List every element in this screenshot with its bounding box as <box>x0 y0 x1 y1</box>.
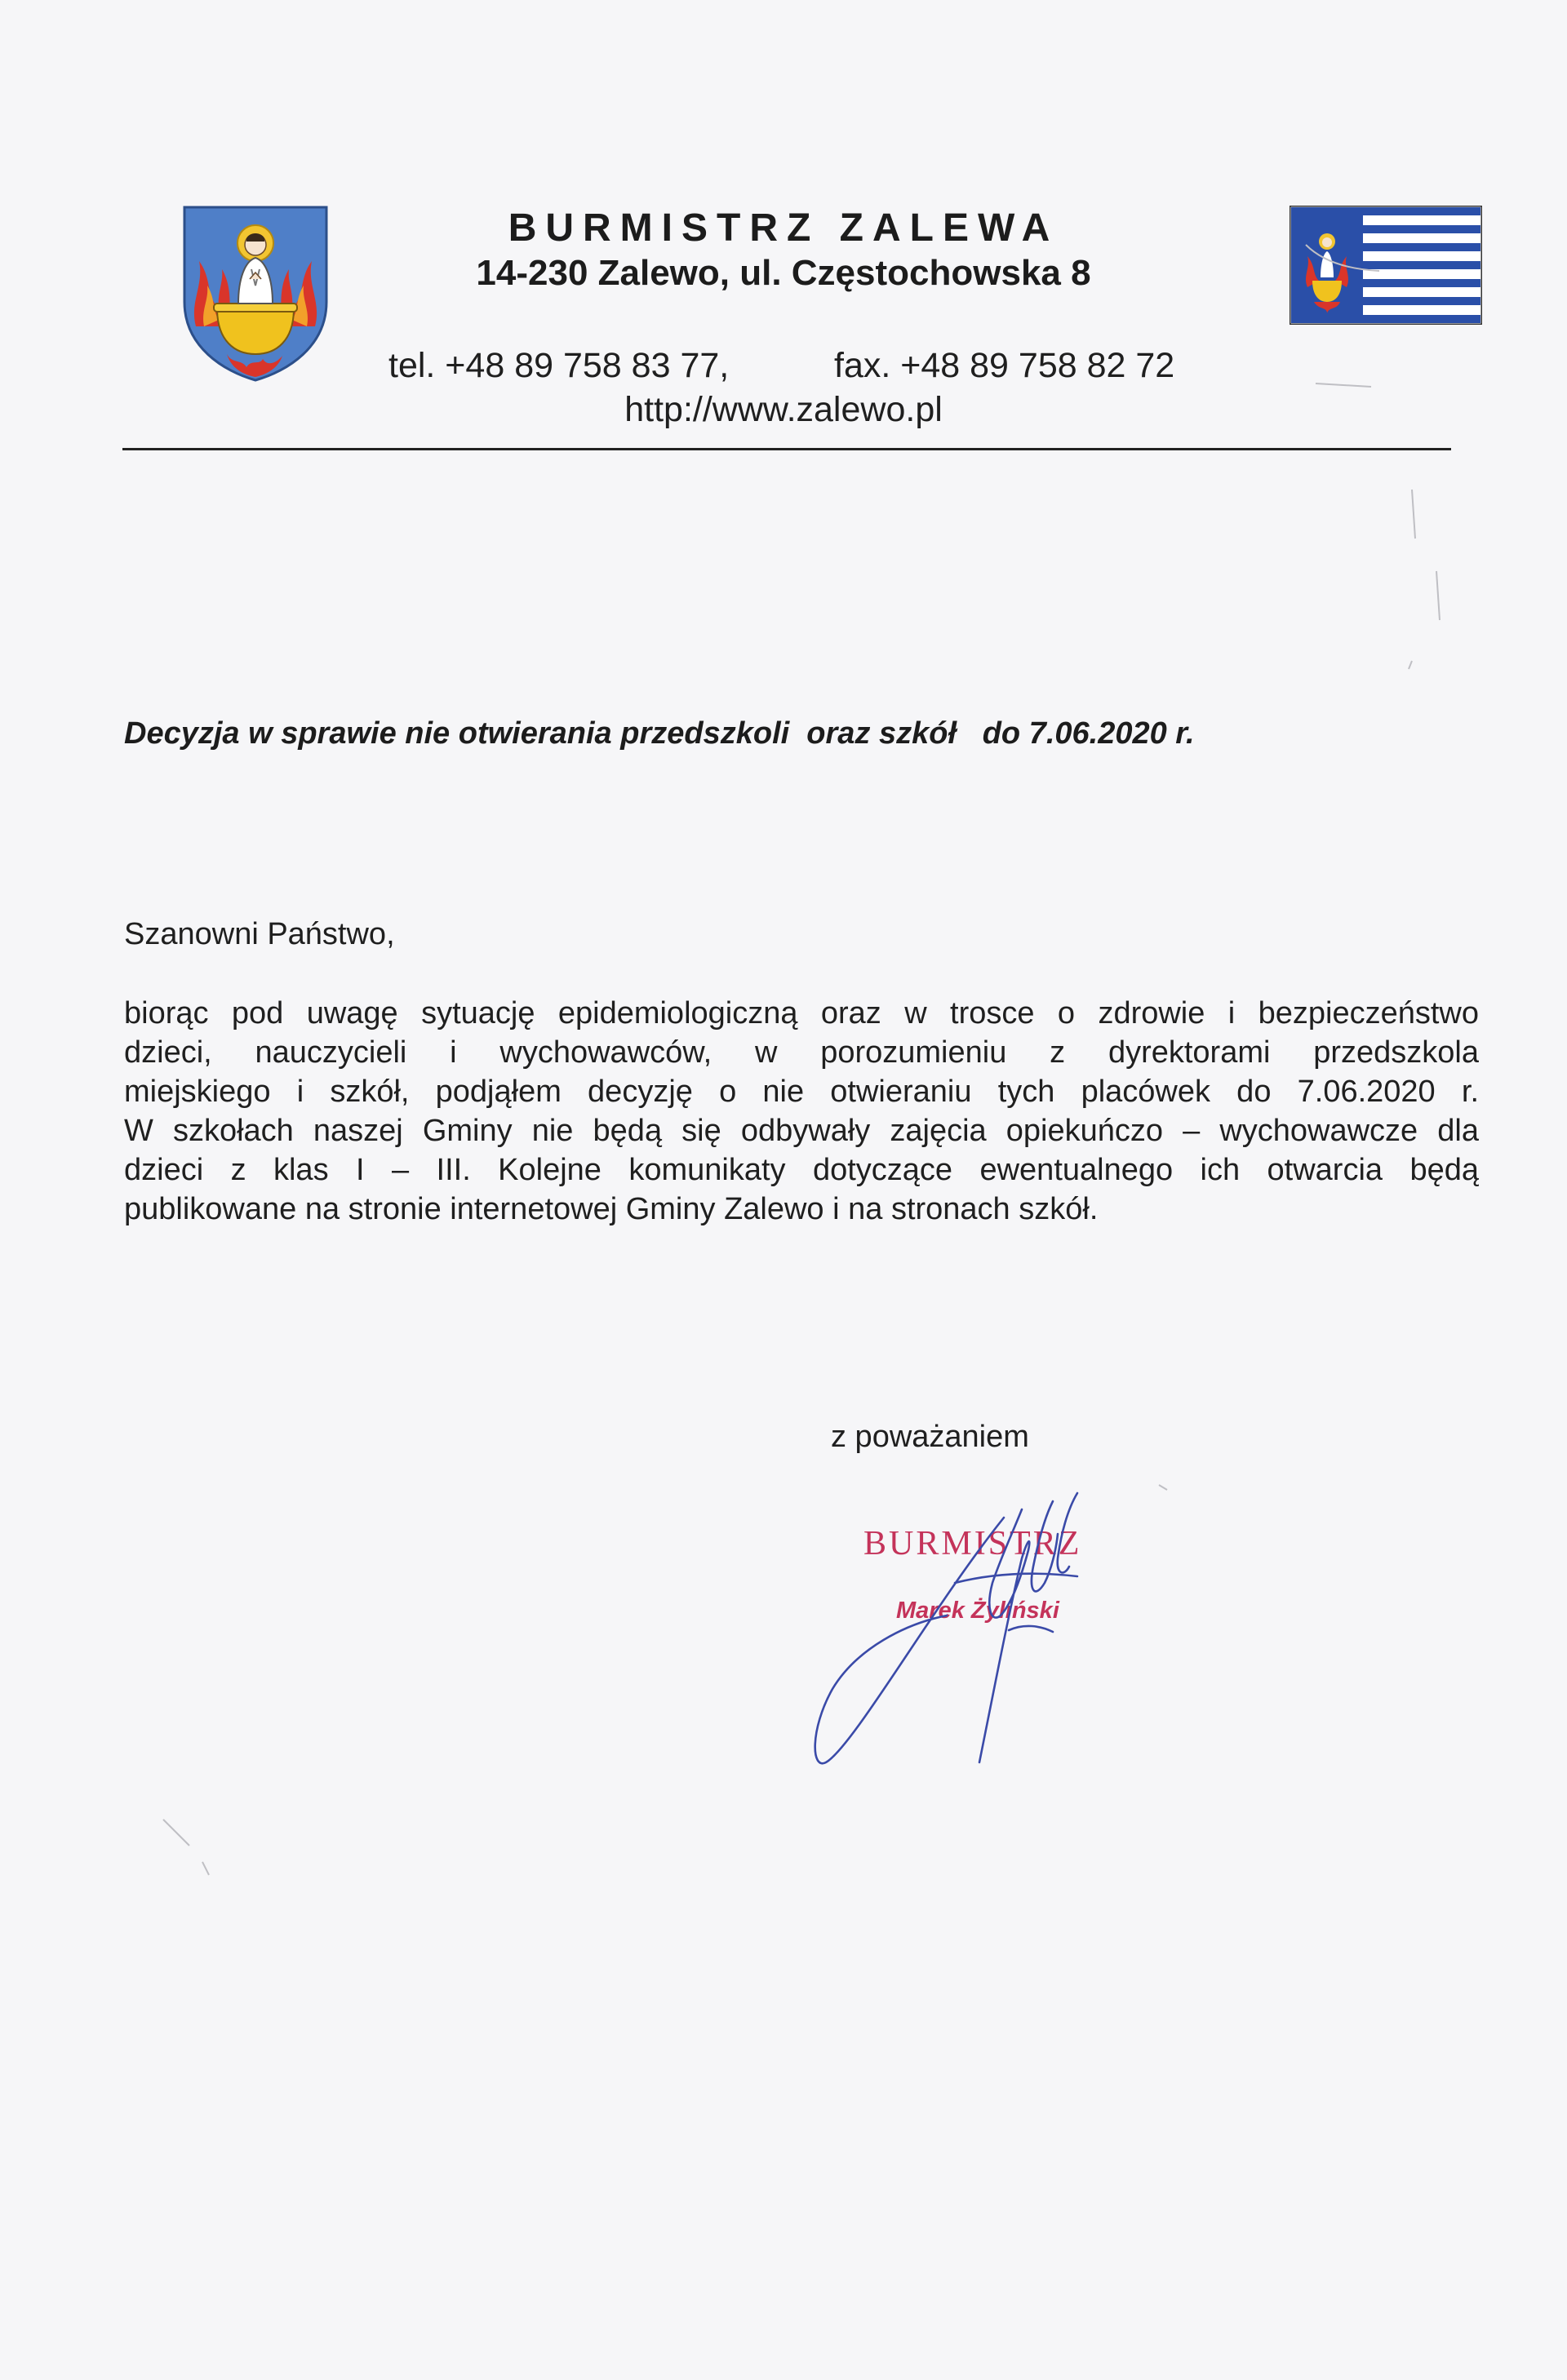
website-url: http://www.zalewo.pl <box>624 390 943 429</box>
body-line: dzieci, nauczycieli i wychowawców, w porozumieniu z dyrektorami przedszkola <box>124 1035 1479 1070</box>
stamp-name: Marek Żyliński <box>896 1598 1059 1624</box>
letterhead-title: BURMISTRZ ZALEWA <box>508 206 1059 250</box>
header-divider <box>122 448 1451 450</box>
zalewo-flag-icon <box>1290 206 1482 325</box>
fax-number: fax. +48 89 758 82 72 <box>834 346 1175 385</box>
body-line: biorąc pod uwagę sytuację epidemiologiczną oraz w trosce o zdrowie i bezpieczeństwo <box>124 996 1479 1030</box>
letter-body <box>124 994 1479 1229</box>
letterhead-address: 14-230 Zalewo, ul. Częstochowska 8 <box>476 253 1091 293</box>
body-line: miejskiego i szkół, podjąłem decyzję o nie otwieraniu tych placówek do 7.06.2020 r. <box>124 1075 1479 1109</box>
body-line: dzieci z klas I – III. Kolejne komunikaty dotyczące ewentualnego ich otwarcia będą <box>124 1153 1479 1187</box>
phone-number: tel. +48 89 758 83 77, <box>388 346 730 385</box>
decision-subject: Decyzja w sprawie nie otwierania przedszkoli oraz szkół do 7.06.2020 r. <box>124 716 1195 751</box>
closing-regards: z poważaniem <box>831 1420 1029 1454</box>
body-line: W szkołach naszej Gminy nie będą się odbywały zajęcia opiekuńczo – wychowawcze dla <box>124 1114 1479 1148</box>
body-line: publikowane na stronie internetowej Gminy Zalewo i na stronach szkół. <box>124 1192 1099 1226</box>
stamp-title: BURMISTRZ <box>863 1525 1082 1562</box>
salutation: Szanowni Państwo, <box>124 917 395 951</box>
